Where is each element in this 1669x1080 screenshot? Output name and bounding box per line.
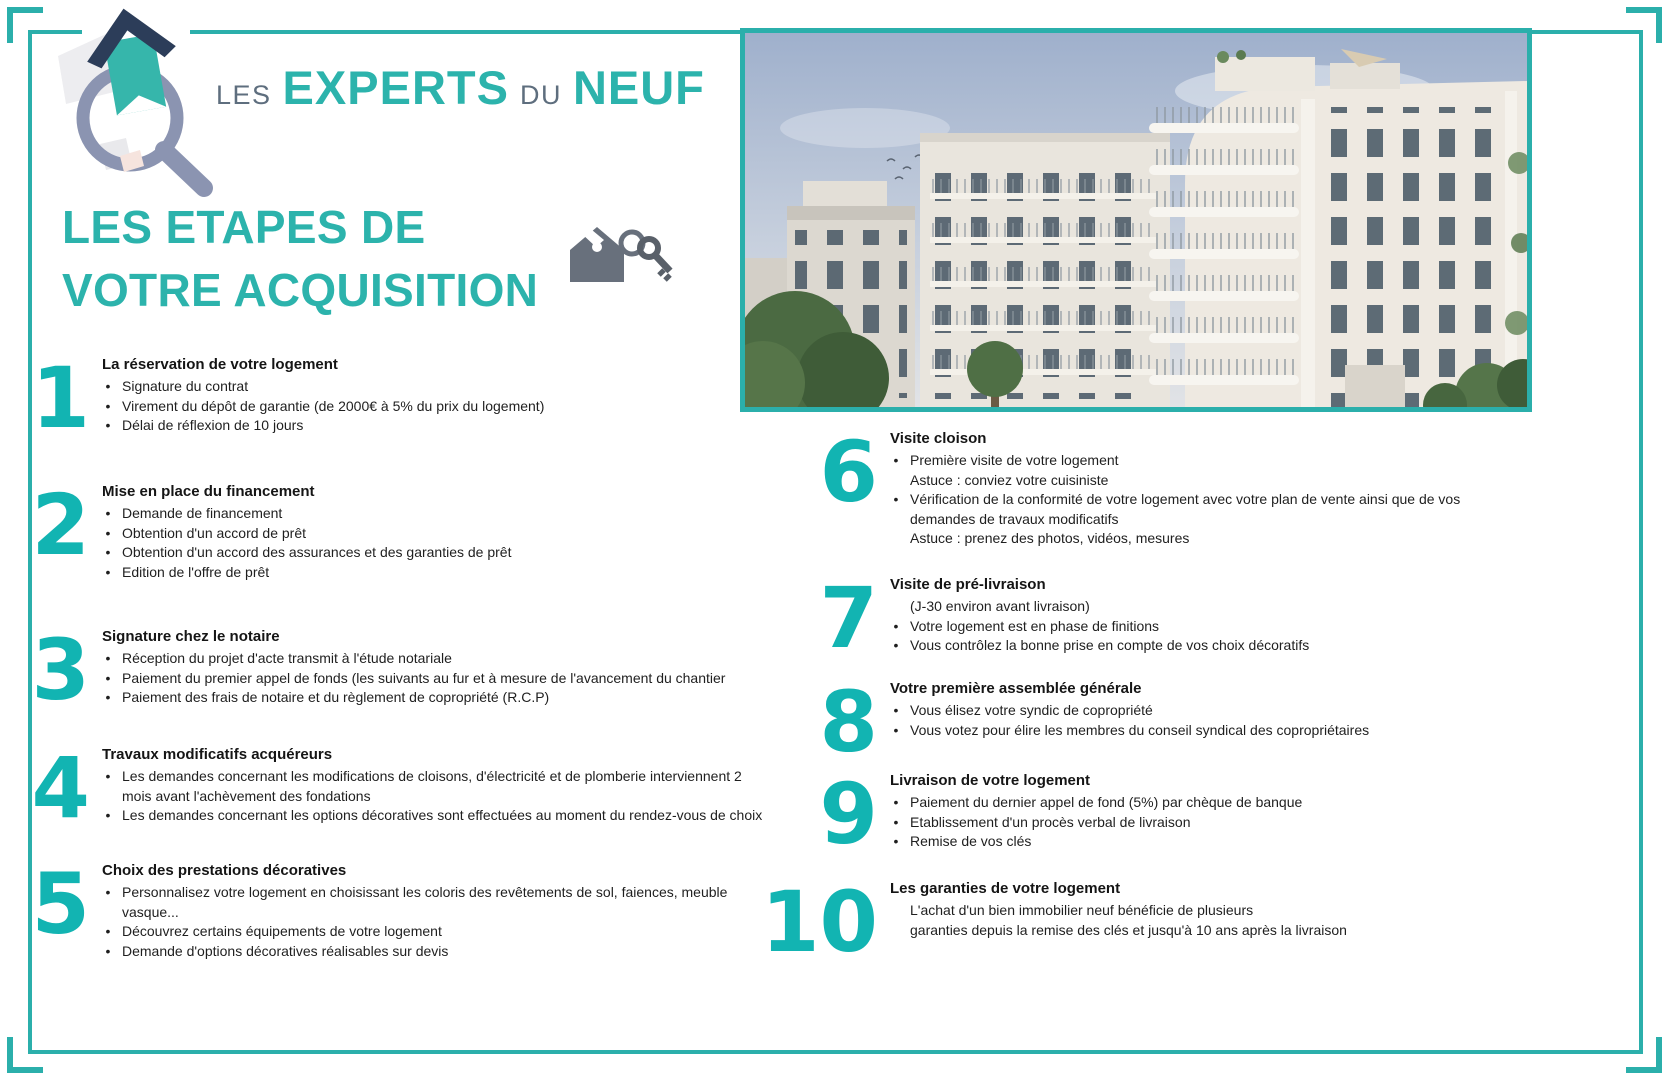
corner-bracket-top-right bbox=[1626, 7, 1662, 43]
bullet-dot: • bbox=[105, 397, 111, 414]
bullet-dot: • bbox=[893, 813, 899, 830]
step-bullet-item bbox=[102, 416, 840, 436]
step-body bbox=[890, 880, 1640, 940]
item-text: Délai de réflexion de 10 jours bbox=[122, 417, 304, 433]
step-note-line bbox=[890, 471, 1640, 491]
step-bullet-item bbox=[102, 563, 840, 583]
acquisition-step bbox=[28, 476, 840, 582]
item-text: Paiement du dernier appel de fond (5%) par chèque de banque bbox=[910, 794, 1303, 810]
step-body bbox=[890, 576, 1640, 656]
step-heading: Visite de pré-livraison bbox=[890, 576, 1046, 593]
step-bullet-item bbox=[890, 813, 1640, 833]
bullet-dot: • bbox=[893, 702, 899, 718]
bullet-dot: • bbox=[105, 807, 111, 823]
page-title-line2: VOTRE ACQUISITION bbox=[62, 264, 539, 316]
item-text: Paiement des frais de notaire et du règlement de copropriété (R.C.P) bbox=[122, 689, 550, 705]
step-note-line bbox=[890, 921, 1640, 941]
step-number: 8 bbox=[819, 673, 878, 771]
step-number: 2 bbox=[31, 476, 90, 574]
item-text: Astuce : conviez votre cuisiniste bbox=[910, 471, 1109, 488]
step-bullet-item bbox=[890, 721, 1640, 741]
bullet-spacer bbox=[890, 597, 902, 617]
step-bullet-item bbox=[102, 543, 840, 563]
step-note-line bbox=[890, 901, 1640, 921]
bullet-dot: • bbox=[893, 617, 899, 634]
page-title-line1: LES ETAPES DE bbox=[62, 201, 426, 253]
step-body bbox=[890, 772, 1640, 852]
bullet-dot: • bbox=[105, 884, 111, 900]
item-text: Vous élisez votre syndic de copropriété bbox=[910, 702, 1153, 718]
acquisition-step bbox=[760, 673, 1640, 771]
item-text: Edition de l'offre de prêt bbox=[122, 563, 270, 580]
item-text: Virement du dépôt de garantie (de 2000€ à 5% du prix du logement) bbox=[122, 397, 545, 414]
step-bullet-item bbox=[890, 451, 1640, 471]
step-items bbox=[102, 504, 840, 582]
step-items bbox=[102, 649, 840, 708]
item-text: Demande d'options décoratives réalisables sur devis bbox=[122, 942, 449, 959]
bullet-spacer bbox=[890, 529, 902, 549]
step-number: 6 bbox=[819, 423, 878, 521]
step-heading: Votre première assemblée générale bbox=[890, 680, 1142, 697]
step-heading: Visite cloison bbox=[890, 430, 987, 447]
step-number: 7 bbox=[819, 569, 878, 667]
acquisition-step bbox=[28, 349, 840, 447]
item-text: Remise de vos clés bbox=[910, 833, 1032, 849]
step-bullet-item bbox=[102, 669, 840, 689]
step-body bbox=[102, 862, 840, 961]
step-items bbox=[890, 597, 1640, 656]
step-bullet-item bbox=[102, 806, 840, 826]
item-text: garanties depuis la remise des clés et jusqu'à 10 ans après la livraison bbox=[910, 921, 1347, 938]
brand-wordmark bbox=[216, 60, 705, 115]
step-items bbox=[890, 793, 1640, 852]
acquisition-step bbox=[760, 765, 1640, 863]
bullet-dot: • bbox=[893, 491, 899, 507]
acquisition-step bbox=[28, 855, 840, 961]
item-text: Etablissement d'un procès verbal de livraison bbox=[910, 813, 1191, 830]
bullet-dot: • bbox=[105, 669, 111, 686]
step-number: 4 bbox=[31, 739, 90, 837]
step-bullet-item bbox=[890, 617, 1640, 637]
bullet-spacer bbox=[890, 901, 902, 921]
step-heading: Mise en place du financement bbox=[102, 483, 315, 500]
step-heading: Travaux modificatifs acquéreurs bbox=[102, 746, 333, 763]
step-items bbox=[890, 451, 1640, 549]
step-body bbox=[890, 430, 1640, 549]
step-body bbox=[890, 680, 1640, 740]
item-text: Obtention d'un accord de prêt bbox=[122, 524, 307, 541]
bullet-spacer bbox=[890, 471, 902, 491]
step-body bbox=[102, 356, 840, 436]
acquisition-step bbox=[760, 873, 1640, 971]
bullet-dot: • bbox=[893, 452, 899, 468]
bullet-dot: • bbox=[105, 923, 111, 939]
item-text: Personnalisez votre logement en choisissant les coloris des revêtements de sol, faiences, meuble vasque... bbox=[122, 884, 728, 920]
bullet-spacer bbox=[890, 921, 902, 941]
bullet-dot: • bbox=[105, 505, 111, 521]
item-text: Vous votez pour élire les membres du conseil syndical des copropriétaires bbox=[910, 721, 1370, 738]
step-bullet-item bbox=[890, 793, 1640, 813]
bullet-dot: • bbox=[105, 563, 111, 580]
step-bullet-item bbox=[102, 397, 840, 417]
step-bullet-item bbox=[102, 688, 840, 708]
step-body bbox=[102, 746, 840, 826]
step-note-line bbox=[890, 597, 1640, 617]
step-bullet-item bbox=[102, 504, 840, 524]
item-text: Première visite de votre logement bbox=[910, 452, 1119, 468]
bullet-dot: • bbox=[105, 417, 111, 433]
bullet-dot: • bbox=[105, 650, 111, 666]
item-text: Réception du projet d'acte transmit à l'étude notariale bbox=[122, 650, 452, 666]
bullet-dot: • bbox=[105, 942, 111, 959]
item-text: Obtention d'un accord des assurances et des garanties de prêt bbox=[122, 544, 512, 560]
item-text: Les demandes concernant les options décoratives sont effectuées au moment du rendez-vous de choix bbox=[122, 807, 763, 823]
corner-bracket-top-left bbox=[7, 7, 43, 43]
step-heading: Choix des prestations décoratives bbox=[102, 862, 347, 879]
step-bullet-item bbox=[890, 701, 1640, 721]
item-text: Signature du contrat bbox=[122, 378, 249, 394]
step-bullet-item bbox=[102, 767, 840, 806]
item-text: Vous contrôlez la bonne prise en compte de vos choix décoratifs bbox=[910, 637, 1310, 653]
bullet-dot: • bbox=[105, 544, 111, 560]
corner-bracket-bottom-left bbox=[7, 1037, 43, 1073]
step-bullet-item bbox=[102, 883, 840, 922]
step-number: 10 bbox=[761, 873, 878, 971]
item-text: Astuce : prenez des photos, vidéos, mesures bbox=[910, 530, 1190, 546]
item-text: Découvrez certains équipements de votre logement bbox=[122, 923, 442, 939]
step-number: 5 bbox=[31, 855, 90, 953]
acquisition-step bbox=[28, 621, 840, 719]
acquisition-step bbox=[760, 423, 1640, 549]
step-number: 3 bbox=[31, 621, 90, 719]
residential-building-photo bbox=[740, 28, 1532, 412]
item-text: L'achat d'un bien immobilier neuf bénéficie de plusieurs bbox=[910, 902, 1254, 918]
brand-word-neuf: NEUF bbox=[572, 61, 705, 114]
bullet-dot: • bbox=[893, 833, 899, 849]
item-text: Votre logement est en phase de finitions bbox=[910, 617, 1160, 634]
step-bullet-item bbox=[102, 922, 840, 942]
step-items bbox=[102, 767, 840, 826]
step-bullet-item bbox=[890, 490, 1640, 529]
step-items bbox=[890, 701, 1640, 740]
step-body bbox=[102, 483, 840, 582]
bullet-dot: • bbox=[105, 768, 111, 784]
step-bullet-item bbox=[102, 524, 840, 544]
step-number: 9 bbox=[819, 765, 878, 863]
step-heading: Livraison de votre logement bbox=[890, 772, 1091, 789]
brand-word-les: LES bbox=[216, 80, 272, 110]
bullet-dot: • bbox=[105, 378, 111, 394]
acquisition-step bbox=[760, 569, 1640, 667]
step-bullet-item bbox=[102, 377, 840, 397]
bullet-dot: • bbox=[105, 689, 111, 705]
item-text: (J-30 environ avant livraison) bbox=[910, 598, 1090, 614]
brand-word-experts: EXPERTS bbox=[282, 61, 509, 114]
brand-word-du: DU bbox=[519, 80, 562, 110]
step-bullet-item bbox=[102, 649, 840, 669]
step-items bbox=[102, 883, 840, 961]
item-text: Paiement du premier appel de fonds (les suivants au fur et à mesure de l'avancement du chantier bbox=[122, 669, 726, 686]
bullet-dot: • bbox=[105, 524, 111, 541]
item-text: Vérification de la conformité de votre logement avec votre plan de vente ainsi que de vos demandes de travaux modificatifs bbox=[910, 491, 1461, 527]
bullet-dot: • bbox=[893, 794, 899, 810]
acquisition-step bbox=[28, 739, 840, 837]
step-bullet-item bbox=[890, 636, 1640, 656]
item-text: Les demandes concernant les modifications de cloisons, d'électricité et de plomberie interviennent 2 mois avant l'achèvement des fondations bbox=[122, 768, 742, 804]
bullet-dot: • bbox=[893, 637, 899, 653]
step-bullet-item bbox=[890, 832, 1640, 852]
step-heading: La réservation de votre logement bbox=[102, 356, 338, 373]
step-number: 1 bbox=[31, 349, 90, 447]
step-heading: Signature chez le notaire bbox=[102, 628, 280, 645]
step-body bbox=[102, 628, 840, 708]
item-text: Demande de financement bbox=[122, 505, 283, 521]
house-magnifier-icon bbox=[48, 0, 220, 200]
step-note-line bbox=[890, 529, 1640, 549]
step-heading: Les garanties de votre logement bbox=[890, 880, 1121, 897]
bullet-dot: • bbox=[893, 721, 899, 738]
step-items bbox=[890, 901, 1640, 940]
step-bullet-item bbox=[102, 942, 840, 962]
corner-bracket-bottom-right bbox=[1626, 1037, 1662, 1073]
step-items bbox=[102, 377, 840, 436]
